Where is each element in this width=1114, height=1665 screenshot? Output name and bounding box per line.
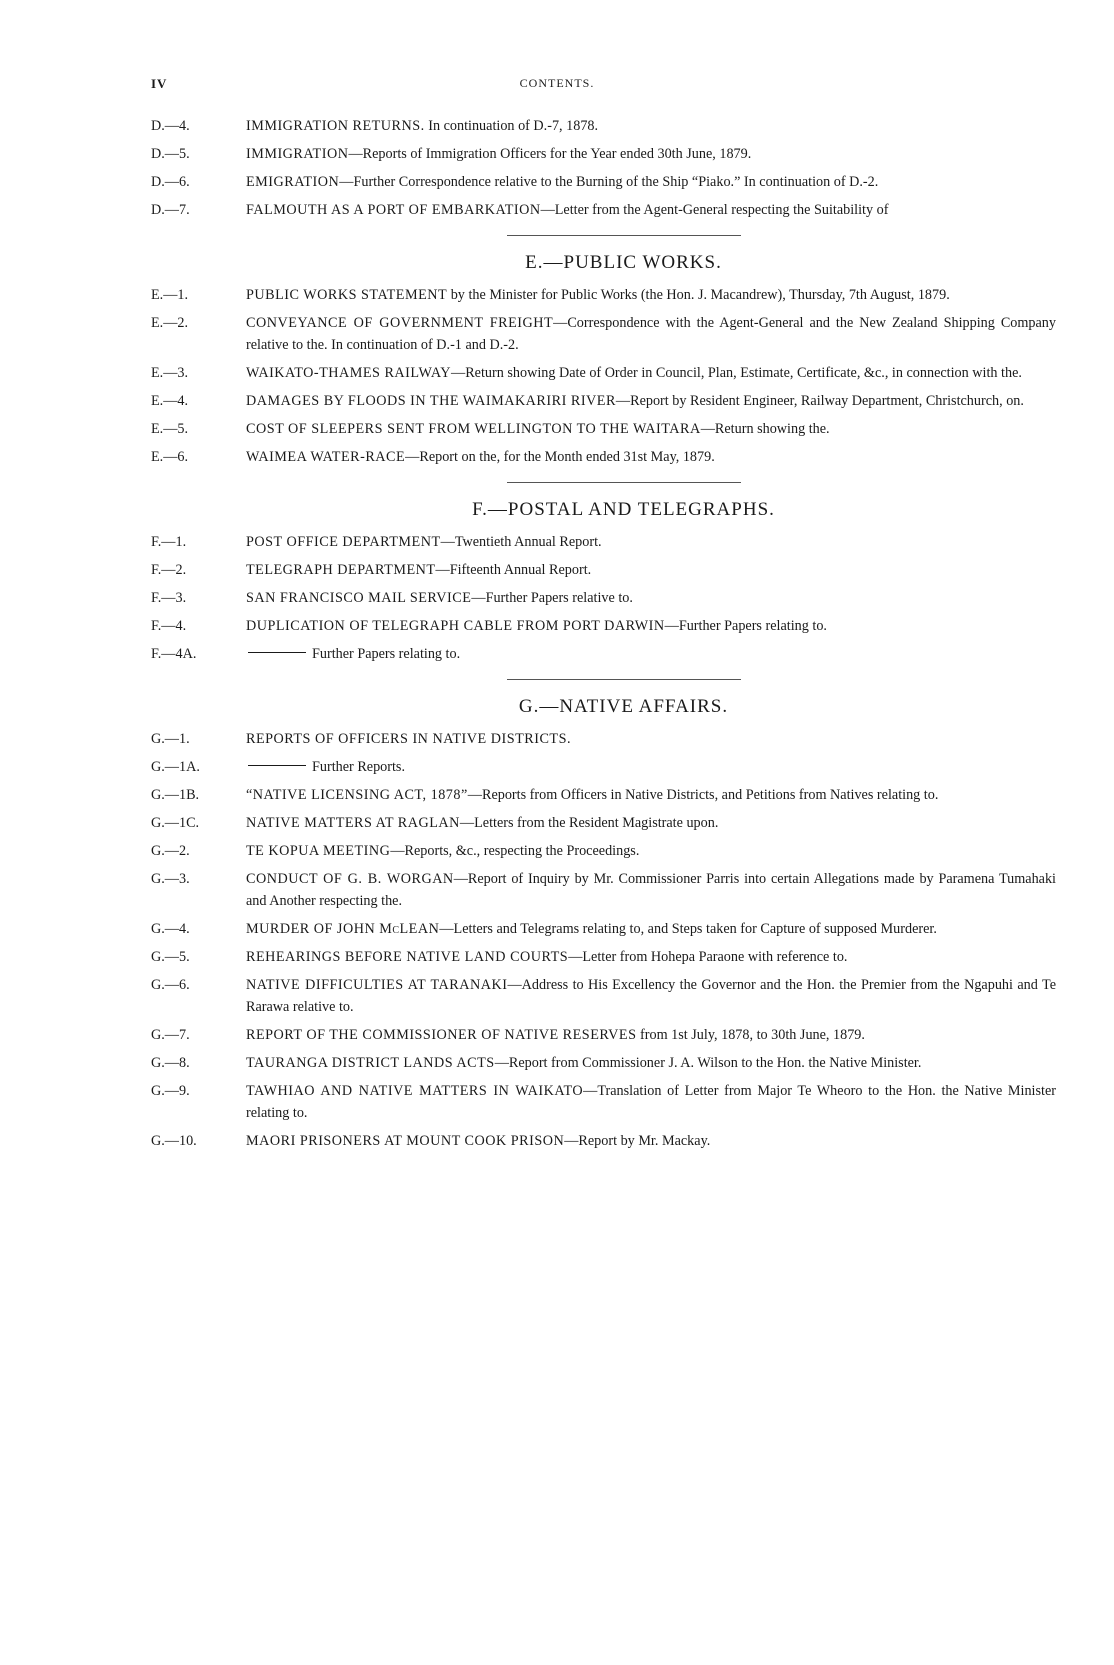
- entry-title: TAURANGA DISTRICT LANDS ACTS: [246, 1055, 495, 1071]
- contents-entry: [151, 974, 1056, 1018]
- entry-title: “NATIVE LICENSING ACT, 1878”: [246, 787, 468, 803]
- entry-title: REHEARINGS BEFORE NATIVE LAND COURTS: [246, 949, 569, 965]
- entry-text: [246, 1052, 1056, 1074]
- entry-text: [246, 840, 1056, 862]
- entry-text: [246, 362, 1056, 384]
- entry-text: [246, 974, 1056, 1018]
- entry-code: D.—6.: [151, 174, 190, 190]
- entry-description: —Reports, &c., respecting the Proceedings.: [390, 843, 640, 859]
- entry-description: —Return showing Date of Order in Council, Plan, Estimate, Certificate, &c., in connection with the.: [451, 365, 1022, 381]
- contents-entry: [151, 1024, 1056, 1046]
- contents-entry: [151, 559, 1056, 581]
- entry-code: G.—1A.: [151, 759, 200, 775]
- section-divider: [507, 482, 741, 483]
- contents-entry: [151, 946, 1056, 968]
- entry-code: G.—9.: [151, 1083, 190, 1099]
- contents-entry: [151, 784, 1056, 806]
- entry-code: G.—4.: [151, 921, 190, 937]
- entry-description: by the Minister for Public Works (the Hon. J. Macandrew), Thursday, 7th August, 1879.: [447, 287, 950, 303]
- entry-code: G.—3.: [151, 871, 190, 887]
- entry-title: FALMOUTH AS A PORT OF EMBARKATION: [246, 202, 541, 218]
- entry-text: [246, 1130, 1056, 1152]
- entry-text: [246, 531, 1056, 553]
- entry-title: NATIVE MATTERS AT RAGLAN: [246, 815, 460, 831]
- entry-description: —Report from Commissioner J. A. Wilson to the Hon. the Native Minister.: [494, 1055, 922, 1071]
- entry-text: [246, 446, 1056, 468]
- contents-entry: [151, 531, 1056, 553]
- entry-title: MURDER OF JOHN McLEAN: [246, 921, 440, 937]
- page-header: [0, 76, 1114, 96]
- entry-code: G.—1C.: [151, 815, 200, 831]
- entry-code: G.—5.: [151, 949, 190, 965]
- entry-code: E.—2.: [151, 315, 189, 331]
- entry-code: D.—4.: [151, 118, 190, 134]
- entry-title: TAWHIAO AND NATIVE MATTERS IN WAIKATO: [246, 1083, 584, 1099]
- contents-entry: [151, 1130, 1056, 1152]
- entry-description: —Correspondence with the Agent-General and the New Zealand Shipping Company relative to the. In continuation of D.-1 and D.-2.: [246, 315, 1056, 353]
- entry-title: IMMIGRATION RETURNS.: [246, 118, 425, 134]
- entry-description: —Report by Mr. Mackay.: [564, 1133, 711, 1149]
- entry-description: —Return showing the.: [700, 421, 830, 437]
- entry-code: F.—2.: [151, 562, 187, 578]
- entry-text: [246, 312, 1056, 356]
- page-number: IV: [151, 76, 168, 91]
- entry-code: G.—10.: [151, 1133, 197, 1149]
- contents-entry: [151, 171, 1056, 193]
- entry-title: TELEGRAPH DEPARTMENT: [246, 562, 436, 578]
- section-heading: F.—POSTAL AND TELEGRAPHS.: [472, 499, 775, 520]
- entry-description: —Letter from the Agent-General respecting the Suitability of: [540, 202, 889, 218]
- entry-title: EMIGRATION: [246, 174, 340, 190]
- contents-entry: [151, 812, 1056, 834]
- contents-entry: [151, 1052, 1056, 1074]
- ditto-dash: [248, 652, 306, 653]
- entry-description: Further Reports.: [312, 759, 405, 775]
- entry-text: [246, 918, 1056, 940]
- ditto-dash: [248, 765, 306, 766]
- entry-description: —Reports from Officers in Native Districts, and Petitions from Natives relating to.: [467, 787, 939, 803]
- entry-description: —Reports of Immigration Officers for the Year ended 30th June, 1879.: [348, 146, 752, 162]
- entry-text: [246, 946, 1056, 968]
- entry-text: [246, 559, 1056, 581]
- entry-title: WAIMEA WATER-RACE: [246, 449, 406, 465]
- entry-code: G.—2.: [151, 843, 190, 859]
- entry-text: [246, 812, 1056, 834]
- entry-code: F.—4.: [151, 618, 187, 634]
- entry-description: —Fifteenth Annual Report.: [435, 562, 592, 578]
- entry-description: —Further Papers relative to.: [471, 590, 633, 606]
- entry-title: PUBLIC WORKS STATEMENT: [246, 287, 448, 303]
- entry-text: [246, 868, 1056, 912]
- entry-description: —Translation of Letter from Major Te Wheoro to the Hon. the Native Minister relating to.: [246, 1083, 1056, 1121]
- contents-entry: [151, 756, 1056, 778]
- entry-description: In continuation of D.-7, 1878.: [424, 118, 599, 134]
- entry-text: [246, 587, 1056, 609]
- contents-entry: [151, 284, 1056, 306]
- section-divider: [507, 679, 741, 680]
- entry-description: from 1st July, 1878, to 30th June, 1879.: [636, 1027, 865, 1043]
- contents-entry: [151, 1080, 1056, 1124]
- contents-entry: [151, 587, 1056, 609]
- entry-code: G.—1.: [151, 731, 190, 747]
- contents-entry: [151, 362, 1056, 384]
- entry-code: E.—5.: [151, 421, 189, 437]
- running-title: CONTENTS.: [519, 76, 595, 90]
- entry-code: E.—1.: [151, 287, 189, 303]
- contents-entry: [151, 115, 1056, 137]
- entry-code: E.—6.: [151, 449, 189, 465]
- entry-title: NATIVE DIFFICULTIES AT TARANAKI: [246, 977, 508, 993]
- entry-text: [246, 418, 1056, 440]
- contents-entry: [151, 446, 1056, 468]
- contents-entry: [151, 918, 1056, 940]
- contents-entry: [151, 143, 1056, 165]
- entry-text: [246, 390, 1056, 412]
- entry-description: —Twentieth Annual Report.: [440, 534, 602, 550]
- contents-entry: [151, 840, 1056, 862]
- entry-text: [246, 784, 1056, 806]
- section-divider: [507, 235, 741, 236]
- section-heading: G.—NATIVE AFFAIRS.: [518, 696, 729, 717]
- entry-description: Further Papers relating to.: [312, 646, 461, 662]
- entry-title: CONDUCT OF G. B. WORGAN: [246, 871, 454, 887]
- entry-text: [246, 199, 1056, 221]
- entry-code: G.—7.: [151, 1027, 190, 1043]
- entry-text: [246, 171, 1056, 193]
- entry-code: G.—8.: [151, 1055, 190, 1071]
- entry-code: E.—4.: [151, 393, 189, 409]
- entry-code: F.—3.: [151, 590, 187, 606]
- entry-text: [246, 143, 1056, 165]
- contents-list: [151, 115, 1056, 1158]
- contents-entry: [151, 199, 1056, 221]
- entry-text: [246, 284, 1056, 306]
- entry-description: —Letters and Telegrams relating to, and Steps taken for Capture of supposed Murderer.: [439, 921, 937, 937]
- entry-text: [246, 728, 1056, 750]
- section-heading: E.—PUBLIC WORKS.: [525, 252, 722, 273]
- entry-title: COST OF SLEEPERS SENT FROM WELLINGTON TO THE WAITARA: [246, 421, 701, 437]
- contents-entry: [151, 390, 1056, 412]
- entry-text: [246, 615, 1056, 637]
- entry-description: —Further Correspondence relative to the Burning of the Ship “Piako.” In continuation of D.-2.: [339, 174, 879, 190]
- entry-description: —Letter from Hohepa Paraone with reference to.: [568, 949, 848, 965]
- entry-title: DUPLICATION OF TELEGRAPH CABLE FROM PORT DARWIN: [246, 618, 665, 634]
- entry-description: —Report on the, for the Month ended 31st May, 1879.: [405, 449, 715, 465]
- entry-description: —Report by Resident Engineer, Railway Department, Christchurch, on.: [615, 393, 1024, 409]
- entry-title: MAORI PRISONERS AT MOUNT COOK PRISON: [246, 1133, 565, 1149]
- contents-entry: [151, 312, 1056, 356]
- entry-text: [246, 643, 1056, 665]
- entry-code: D.—7.: [151, 202, 190, 218]
- entry-code: G.—1B.: [151, 787, 200, 803]
- entry-description: —Address to His Excellency the Governor and the Hon. the Premier from the Ngapuhi and Te Rarawa relative to.: [246, 977, 1056, 1015]
- entry-code: D.—5.: [151, 146, 190, 162]
- entry-code: F.—4A.: [151, 646, 197, 662]
- contents-entry: [151, 418, 1056, 440]
- entry-code: F.—1.: [151, 534, 187, 550]
- entry-text: [246, 1080, 1056, 1124]
- entry-code: E.—3.: [151, 365, 189, 381]
- entry-text: [246, 1024, 1056, 1046]
- entry-title: REPORTS OF OFFICERS IN NATIVE DISTRICTS.: [246, 731, 572, 747]
- entry-title: CONVEYANCE OF GOVERNMENT FREIGHT: [246, 315, 554, 331]
- entry-text: [246, 115, 1056, 137]
- entry-code: G.—6.: [151, 977, 190, 993]
- entry-title: DAMAGES BY FLOODS IN THE WAIMAKARIRI RIVER: [246, 393, 616, 409]
- entry-description: —Letters from the Resident Magistrate upon.: [459, 815, 719, 831]
- entry-title: IMMIGRATION: [246, 146, 349, 162]
- contents-entry: [151, 728, 1056, 750]
- contents-entry: [151, 615, 1056, 637]
- entry-text: [246, 756, 1056, 778]
- entry-description: —Further Papers relating to.: [664, 618, 827, 634]
- entry-title: REPORT OF THE COMMISSIONER OF NATIVE RESERVES: [246, 1027, 637, 1043]
- contents-entry: [151, 868, 1056, 912]
- entry-title: POST OFFICE DEPARTMENT: [246, 534, 441, 550]
- entry-title: WAIKATO-THAMES RAILWAY: [246, 365, 452, 381]
- entry-title: TE KOPUA MEETING: [246, 843, 391, 859]
- entry-title: SAN FRANCISCO MAIL SERVICE: [246, 590, 472, 606]
- entry-description: —Report of Inquiry by Mr. Commissioner Parris into certain Allegations made by Paramena Tumahaki and Another respecting the.: [246, 871, 1056, 909]
- contents-entry: [151, 643, 1056, 665]
